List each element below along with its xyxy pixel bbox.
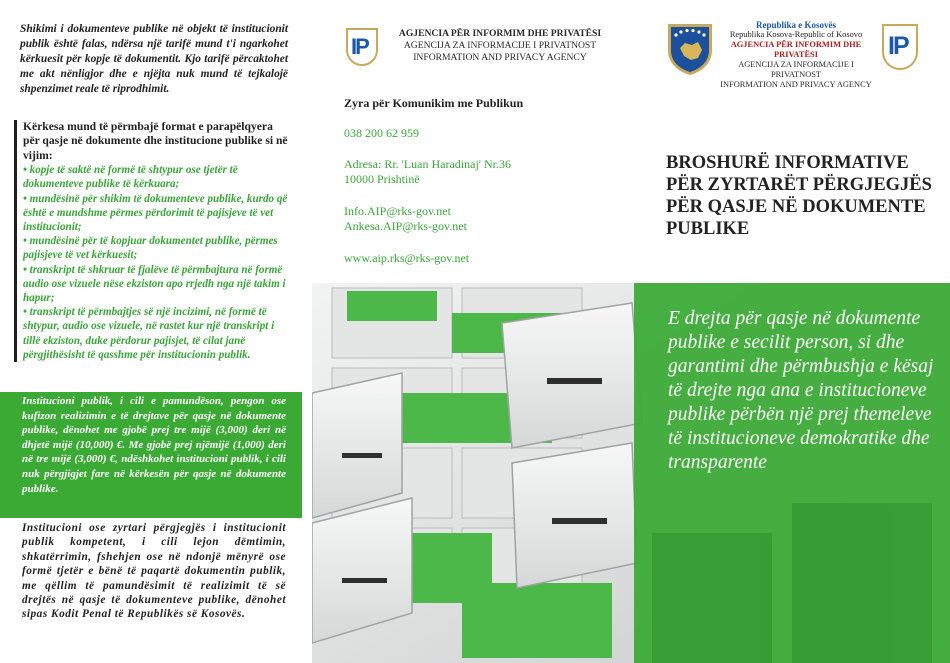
kosovo-coat-of-arms-icon [665,22,715,76]
list-item: • mundësinë për shikim të dokumenteve publike, kurdo që është e mundshme përmes përdorimit të pajisjeve të vet institucionit; [23,192,288,234]
list-item: • mundësinë për të kopjuar dokumentet publike, përmes pajisjeve të vet kërkuesit; [23,235,278,262]
phone-number: 038 200 62 959 [344,126,419,140]
agency-name-albanian: AGJENCIA PËR INFORMIM DHE PRIVATËSI [398,28,602,39]
agency-name-albanian: AGJENCIA PËR INFORMIM DHE PRIVATËSI [730,40,862,59]
mission-quote: E drejta për qasje në dokumente publike e secilit person, si dhe garantimi dhe përmbushja e kësaj të drejte nga ana e institucioneve publike përbën një prej themeleve të institucioneve demokratike dhe transparente [668,308,934,473]
email-info-link[interactable]: Info.AIP@rks-gov.net [344,204,451,218]
email-ankesa-link[interactable]: Ankesa.AIP@rks-gov.net [344,219,467,233]
republic-name-multilingual: Republika Kosova-Republic of Kosovo [729,30,863,39]
agency-name-serbian: AGENCIJA ZA INFORMACIJE I PRIVATNOST [738,60,854,79]
fines-text: Institucioni publik, i cili e pamundëson, pengon ose kufizon realizimin e të drejtave për qasje në dokumente publike, dënohet me gjobë prej tre mijë (3,000) deri në dhjetë mijë (10,000) €. Me gjobë prej njëmijë (1,000) deri në tre mijë (3,000) €, ndëshkohet institucioni publik, i cili nuk përgjigjet fare në kërkesën për qasje në dokumente publike. [22,395,286,495]
list-item: • transkript të përmbajtjes së një incizimi, në formë të shtypur, audio ose vizuele, në rastet kur një transkript i tillë ekziston, duke përdorur pajisjet, të cilat janë përgjithësisht të qasshme për institucionin publik. [23,306,275,361]
request-formats-section [14,120,290,362]
address-line-1: Adresa: Rr. 'Luan Haradinaj' Nr.36 [344,157,511,171]
republic-name: Republika e Kosovës [755,20,836,30]
agency-name-english: INFORMATION AND PRIVACY AGENCY [720,80,872,89]
filing-cabinet-photo [312,283,950,663]
penal-paragraph: Institucioni ose zyrtari përgjegjës i institucionit publik kompetent, i cili lejon dëmtimin, shkatërrimin, fshehjen ose në ndonjë mënyrë ose formë tjetër e bënë të paqartë dokumentin publik, me qëllim të pamundësimit të realizimit të së drejtës në qasje të dokumenteve publike, dënohet sipas Kodit Penal të Republikës së Kosovës. [22,522,286,621]
agency-name-block [392,28,608,64]
republic-header [716,20,876,90]
fines-box [0,392,302,518]
website-link[interactable]: www.aip.rks@rks-gov.net [344,251,470,265]
address-line-2: 10000 Prishtinë [344,172,420,186]
office-title: Zyra për Komunikim me Publikun [344,96,524,110]
agency-name-english: INFORMATION AND PRIVACY AGENCY [413,52,587,63]
ip-logo-icon: IP [882,24,918,70]
list-item: • kopje të saktë në formë të shtypur ose tjetër të dokumenteve publike të kërkuara; [23,164,238,191]
ip-logo-icon: IP [346,28,378,66]
fee-paragraph: Shikimi i dokumenteve publike në objekt të institucionit publik është falas, ndërsa një tarifë mund t'i ngarkohet kërkuesit për kopje të dokumentit. Kjo tarifë përcaktohet me akt nënligjor dhe e njëjta nuk mund të tejkalojë shpenzimet reale të riprodhimit. [20,23,288,95]
left-panel [0,0,302,663]
request-formats-list [23,163,290,362]
agency-name-serbian: AGENCIJA ZA INFORMACIJE I PRIVATNOST [403,40,597,51]
brochure-title: BROSHURË INFORMATIVE PËR ZYRTARËT PËRGJEGJËS PËR QASJE NË DOKUMENTE PUBLIKE [666,153,932,239]
list-item: • transkript të shkruar të fjalëve të përmbajtura në formë audio ose vizuele nëse ekziston apo rrjedh nga një takim i hapur; [23,263,286,305]
request-heading: Kërkesa mund të përmbajë format e parapëlqyera për qasje në dokumente dhe institucione publike si në vijim: [23,120,288,162]
